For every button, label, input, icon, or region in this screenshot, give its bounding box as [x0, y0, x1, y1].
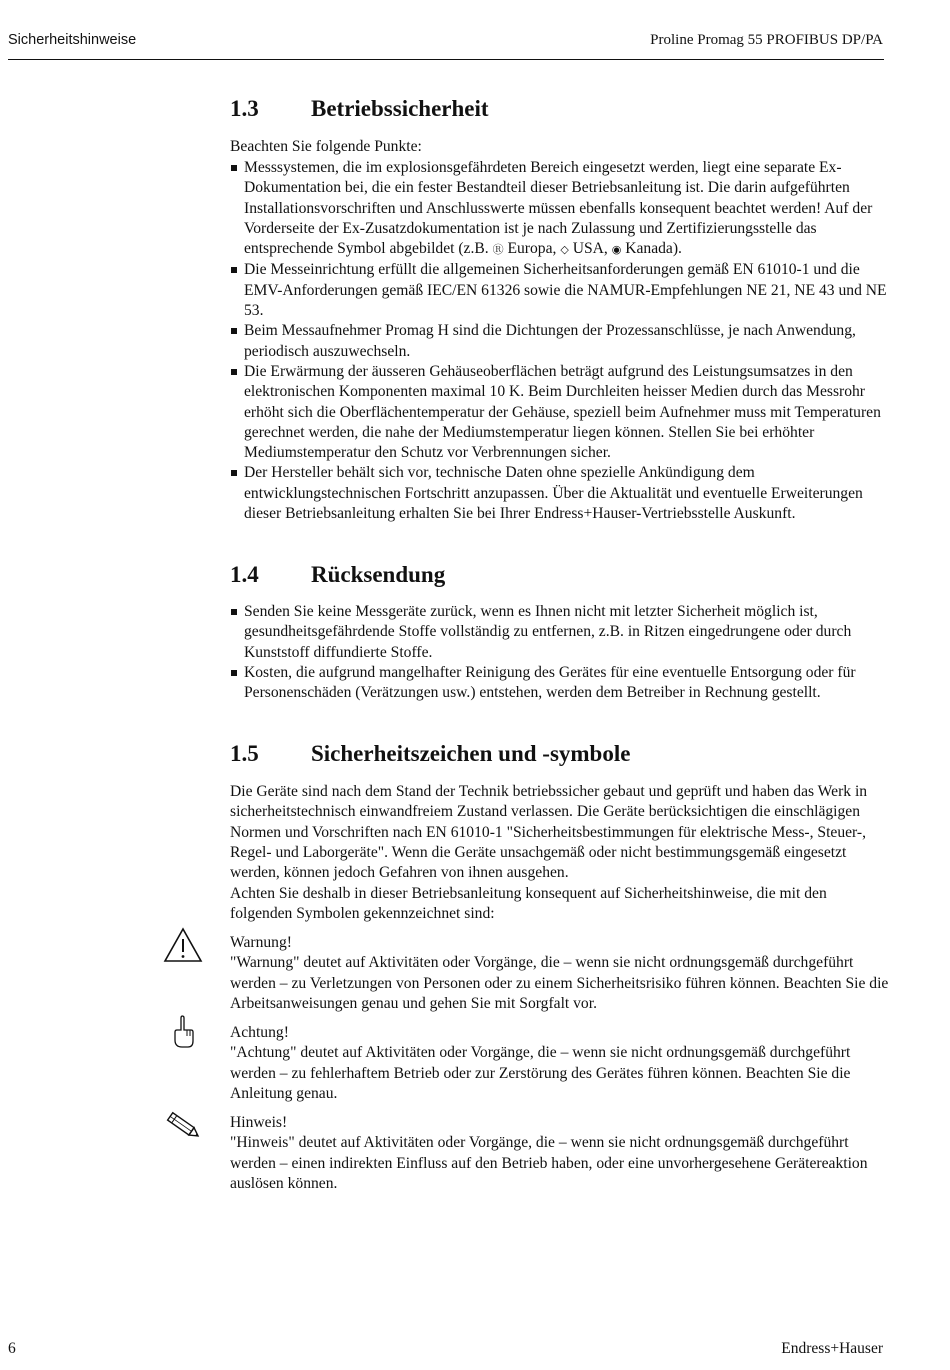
- caution-title: Achtung!: [230, 1024, 289, 1041]
- running-header-right: Proline Promag 55 PROFIBUS DP/PA: [650, 32, 883, 48]
- bullet-text: USA,: [572, 240, 608, 258]
- list-item: Die Messeinrichtung erfüllt die allgemeinen Sicherheitsanforderungen gemäß EN 61010-1 und die EMV-Anforderungen gemäß IEC/EN 61326 sowie die NAMUR-Empfehlungen NE 21, NE 43 und NE 53.: [230, 260, 890, 321]
- list-item: Senden Sie keine Messgeräte zurück, wenn es Ihnen nicht mit letzter Sicherheit möglich ist, gesundheitsgefährdende Stoffe vollständig zu entfernen, z.B. in Ritzen eingedrungene oder durch Kunststoff diffundierte Stoffe.: [230, 602, 890, 663]
- list-item: Der Hersteller behält sich vor, technische Daten ohne spezielle Ankündigung dem entwicklungstechnischen Fortschritt anzupassen. Über die Aktualität und eventuelle Erweiterungen dieser Betriebsanleitung erhalten Sie bei Ihrer Endress+Hauser-Vertriebsstelle Auskunft.: [230, 463, 890, 524]
- footer-brand: Endress+Hauser: [781, 1340, 883, 1357]
- caution-note: [230, 1023, 890, 1104]
- fm-approval-icon: ◇: [560, 243, 569, 257]
- section-heading-1-5: [230, 741, 630, 767]
- bullet-list-1-3: [230, 158, 890, 524]
- section-heading-1-3: [230, 96, 489, 122]
- pointing-hand-icon: [163, 1014, 203, 1050]
- section-paragraph: Die Geräte sind nach dem Stand der Technik betriebssicher gebaut und geprüft und haben das Werk in sicherheitstechnisch einwandfreiem Zustand verlassen. Die Geräte berücksichtigen die einschlägigen Normen und Vorschriften nach EN 61010-1 "Sicherheitsbestimmungen für elektrische Mess-, Steuer-, Regel- und Laborgeräte". Wenn die Geräte unsachgemäß oder nicht bestimmungsgemäß eingesetzt werden, können jedoch Gefahren von ihnen ausgehen.: [230, 783, 868, 882]
- pencil-icon: [163, 1108, 203, 1144]
- section-heading-1-4: [230, 562, 445, 588]
- csa-approval-icon: ◉: [611, 243, 622, 257]
- section-title: Sicherheitszeichen und -symbole: [311, 741, 631, 766]
- header-rule: [8, 59, 884, 60]
- section-title: Rücksendung: [311, 562, 446, 587]
- list-item: Die Erwärmung der äusseren Gehäuseoberflächen beträgt aufgrund des Leistungsumsatzes in den elektronischen Komponenten maximal 10 K. Beim Durchleiten heisser Medien durch das Messrohr erhöht sich die Oberflächentemperatur der Gehäuse, speziell beim Aufnehmer muss mit Temperaturen gerechnet werden, die nahe der Mediumstemperatur liegen können. Stellen Sie bei erhöhter Mediumstemperatur den Schutz vor Verbrennungen sicher.: [230, 362, 890, 463]
- warning-note: [230, 933, 890, 1014]
- warning-triangle-icon: [163, 927, 203, 963]
- section-intro: Beachten Sie folgende Punkte:: [230, 138, 422, 155]
- ex-europe-icon: Ⓡ: [492, 243, 504, 257]
- warning-text: "Warnung" deutet auf Aktivitäten oder Vorgänge, die – wenn sie nicht ordnungsgemäß durchgeführt werden – zu Verletzungen von Personen oder zu einem Sicherheitsrisiko führen können. Beachten Sie die Arbeitsanweisungen genau und gehen Sie mit Sorgfalt vor.: [230, 954, 889, 1012]
- section-paragraph: Achten Sie deshalb in dieser Betriebsanleitung konsequent auf Sicherheitshinweise, die mit den folgenden Symbolen gekennzeichnet sind:: [230, 885, 827, 923]
- caution-text: "Achtung" deutet auf Aktivitäten oder Vorgänge, die – wenn sie nicht ordnungsgemäß durchgeführt werden – zu fehlerhaftem Betrieb oder zur Zerstörung des Gerätes führen können. Beachten Sie die Anleitung genau.: [230, 1044, 851, 1102]
- section-number: 1.5: [230, 741, 259, 766]
- list-item: Beim Messaufnehmer Promag H sind die Dichtungen der Prozessanschlüsse, je nach Anwendung, periodisch auszuwechseln.: [230, 321, 890, 362]
- hint-text: "Hinweis" deutet auf Aktivitäten oder Vorgänge, die – wenn sie nicht ordnungsgemäß durchgeführt werden – einen indirekten Einfluss auf den Betrieb haben, oder eine unvorhergesehene Gerätereaktion auslösen können.: [230, 1134, 868, 1192]
- warning-title: Warnung!: [230, 934, 292, 951]
- hint-note: [230, 1113, 890, 1194]
- bullet-text: Kanada).: [625, 240, 682, 258]
- section-number: 1.3: [230, 96, 259, 121]
- page-number: 6: [8, 1340, 16, 1357]
- section-title: Betriebssicherheit: [311, 96, 489, 121]
- list-item: [230, 158, 890, 260]
- section-number: 1.4: [230, 562, 259, 587]
- bullet-text: Messsystemen, die im explosionsgefährdeten Bereich eingesetzt werden, liegt eine separate Ex-Dokumentation bei, die ein fester Bestandteil dieser Betriebsanleitung ist. Die darin aufgeführten Installationsvorschriften und Anschlusswerte müssen ebenfalls konsequent beachtet werden! Auf der Vorderseite der Ex-Zusatzdokumentation ist je nach Zulassung und Zertifizierungsstelle das entsprechende Symbol abgebildet (z.B.: [244, 159, 873, 258]
- bullet-list-1-4: [230, 602, 890, 703]
- list-item: Kosten, die aufgrund mangelhafter Reinigung des Gerätes für eine eventuelle Entsorgung oder für Personenschäden (Verätzungen usw.) entstehen, werden dem Betreiber in Rechnung gestellt.: [230, 663, 890, 704]
- bullet-text: Europa,: [507, 240, 557, 258]
- hint-title: Hinweis!: [230, 1114, 288, 1131]
- running-header-left: Sicherheitshinweise: [8, 32, 137, 48]
